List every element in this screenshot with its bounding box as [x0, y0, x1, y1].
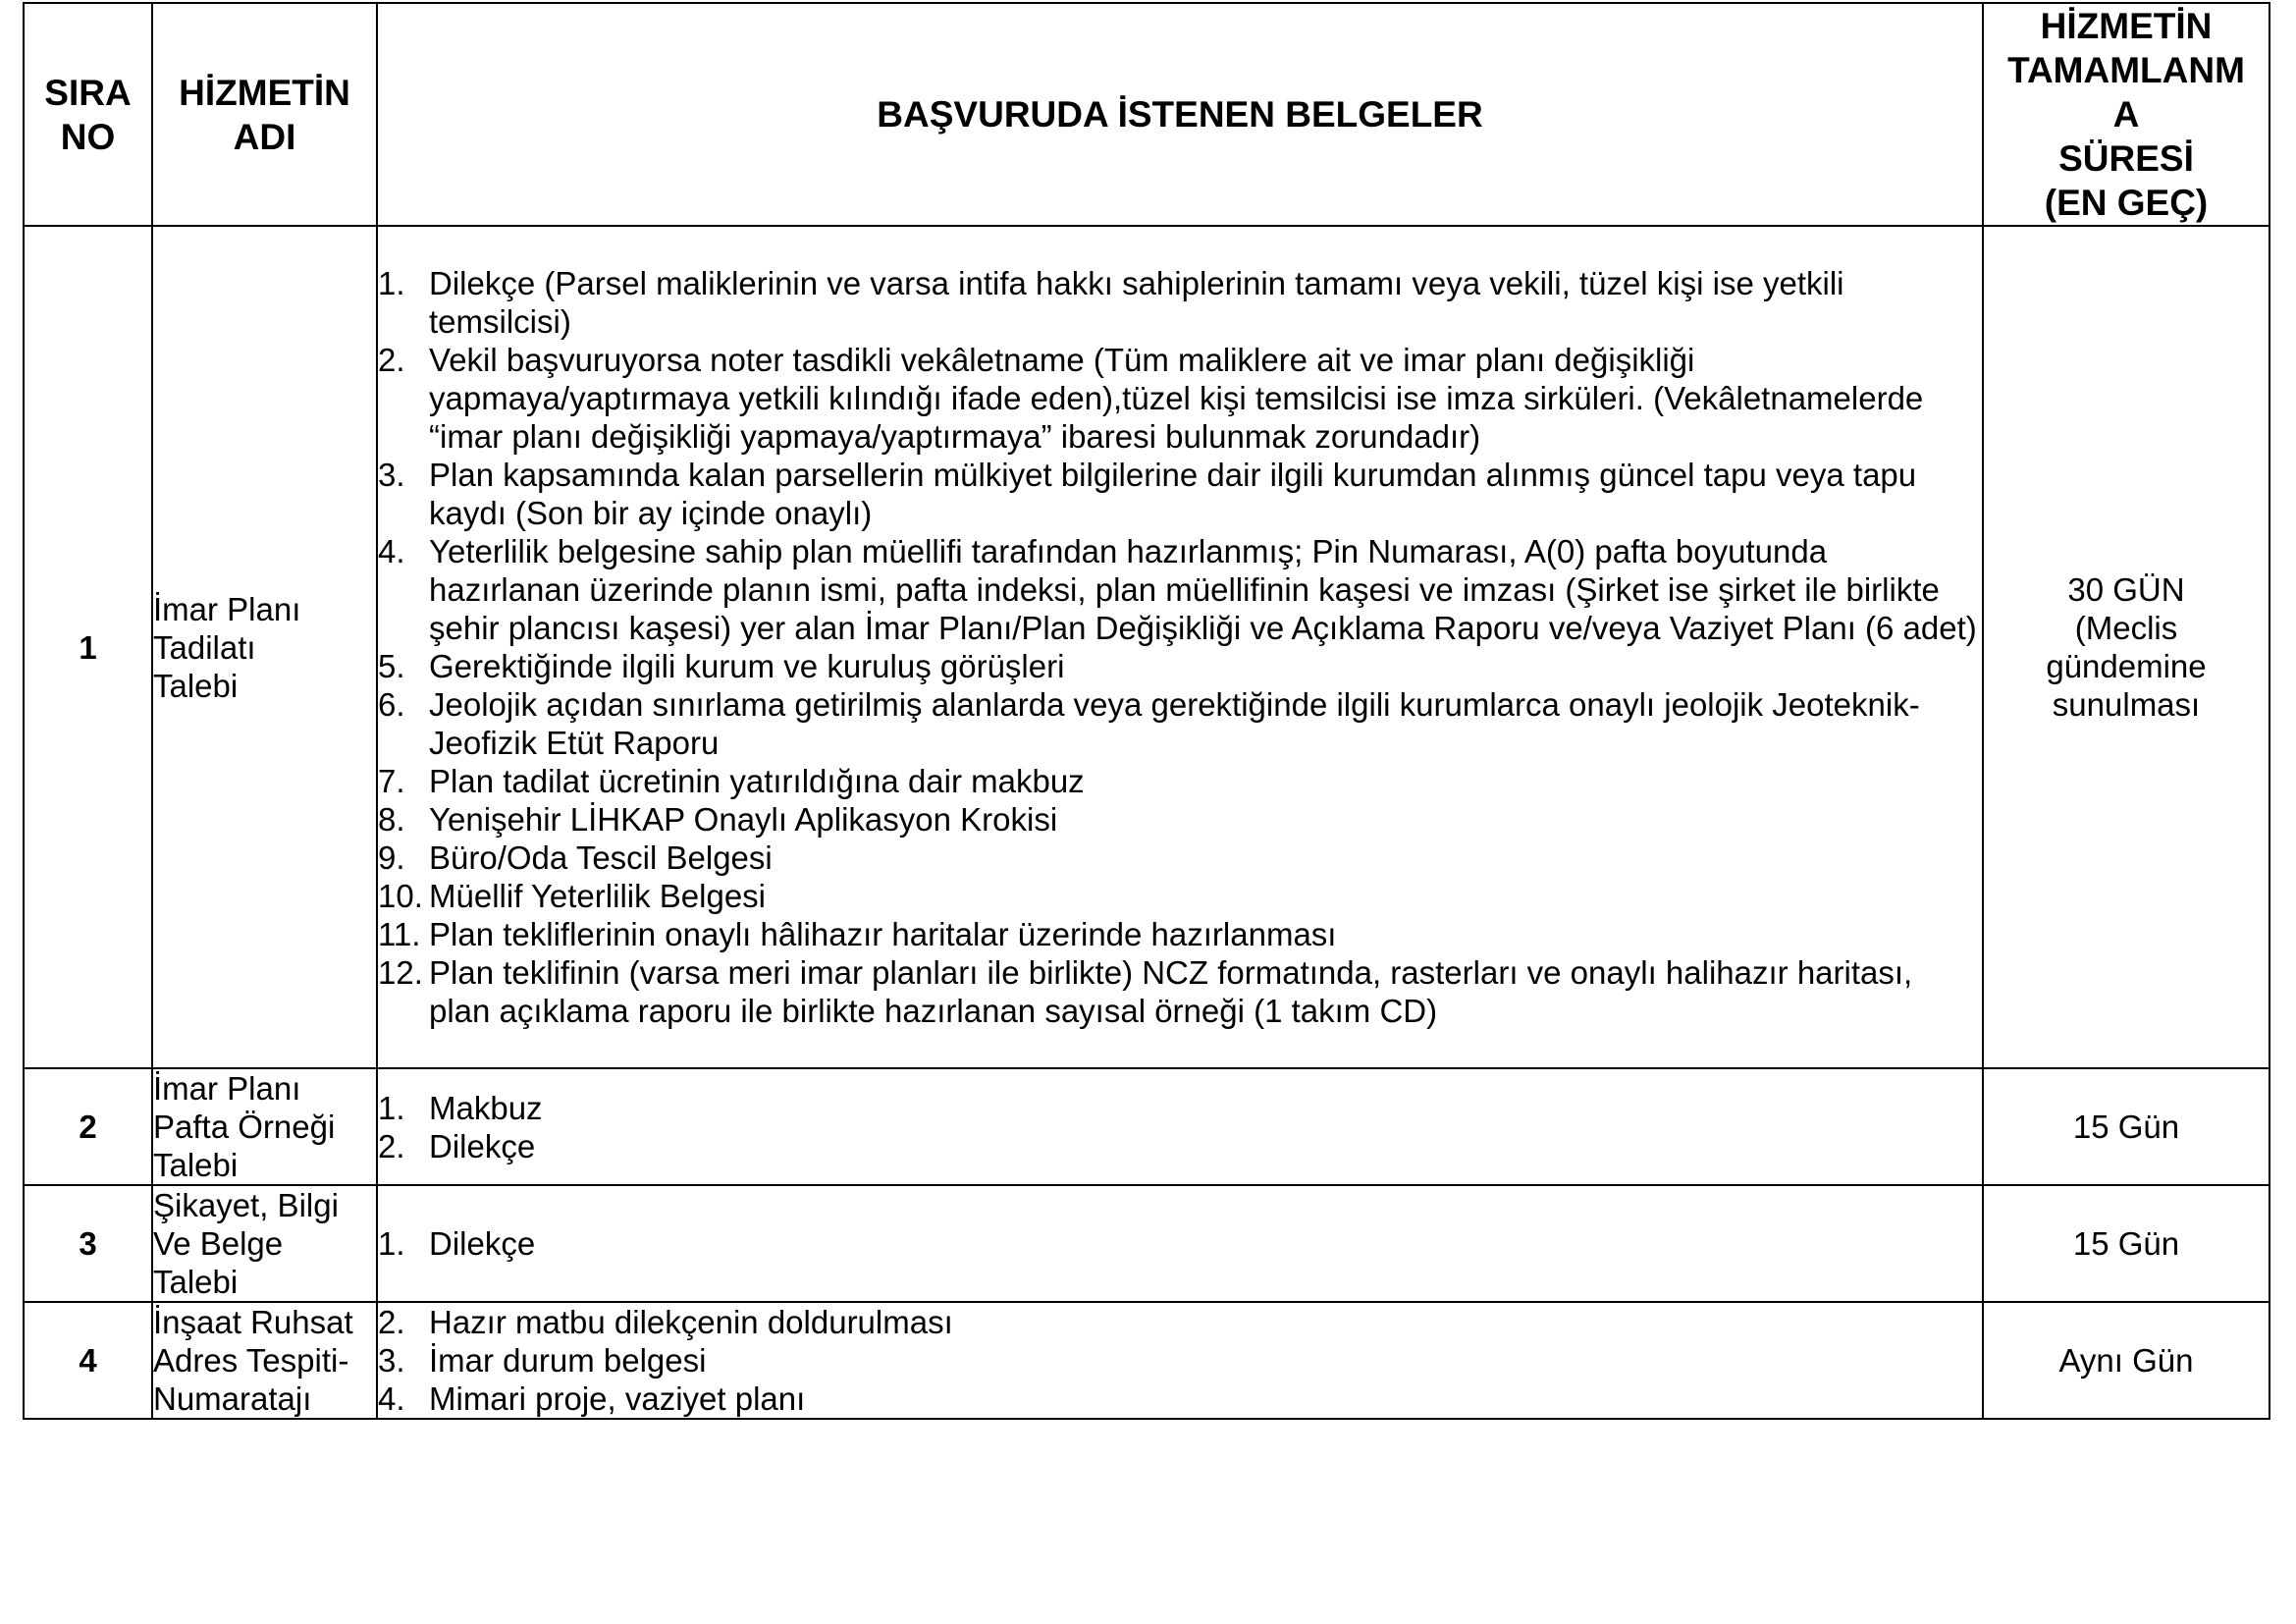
item-text: İmar durum belgesi: [429, 1342, 707, 1379]
list-item: [378, 915, 1982, 953]
table-row: [24, 226, 2269, 1068]
item-text: Dilekçe: [429, 1127, 536, 1164]
list-item: [378, 532, 1982, 647]
completion-time: 30 GÜN (Meclis gündemine sunulması: [1983, 226, 2269, 1068]
list-item: [378, 800, 1982, 839]
item-number: 5.: [378, 648, 405, 684]
service-name: Şikayet, Bilgi Ve Belge Talebi: [152, 1185, 377, 1302]
list-item: [378, 1303, 1982, 1341]
list-item: [378, 839, 1982, 877]
completion-time: 15 Gün: [1983, 1068, 2269, 1185]
item-number: 6.: [378, 686, 405, 723]
item-text: Plan kapsamında kalan parsellerin mülkiyet bilgilerine dair ilgili kurumdan alınmış güncel tapu veya tapu kaydı (Son bir ay içinde onaylı): [429, 457, 1917, 531]
item-text: Plan teklifinin (varsa meri imar planları ile birlikte) NCZ formatında, rasterları ve onaylı halihazır haritası, plan açıklama raporu ile birlikte hazırlanan sayısal örneği (1 takım CD): [429, 954, 1913, 1029]
item-text: Mimari proje, vaziyet planı: [429, 1380, 806, 1417]
item-number: 2.: [378, 342, 405, 378]
item-number: 1.: [378, 1089, 405, 1126]
list-item: [378, 1127, 1982, 1165]
row-number: 3: [24, 1185, 152, 1302]
item-text: Gerektiğinde ilgili kurum ve kuruluş görüşleri: [429, 648, 1065, 684]
document-list: [378, 1089, 1982, 1165]
row-number: 4: [24, 1302, 152, 1419]
item-number: 2.: [378, 1127, 405, 1164]
header-tamamlanma-suresi: HİZMETİN TAMAMLANM A SÜRESİ (EN GEÇ): [1983, 3, 2269, 226]
list-item: [378, 1341, 1982, 1380]
item-text: Dilekçe (Parsel maliklerinin ve varsa intifa hakkı sahiplerinin tamamı veya vekili, tüzel kişi ise yetkili temsilcisi): [429, 265, 1844, 340]
list-item: [378, 877, 1982, 915]
item-text: Jeolojik açıdan sınırlama getirilmiş alanlarda veya gerektiğinde ilgili kurumlarca onaylı jeolojik Jeoteknik-Jeofizik Etüt Raporu: [429, 686, 1920, 761]
header-sira-no: SIRA NO: [24, 3, 152, 226]
item-number: 1.: [378, 265, 405, 301]
document-list: [378, 264, 1982, 1030]
item-text: Müellif Yeterlilik Belgesi: [429, 878, 767, 914]
item-text: Büro/Oda Tescil Belgesi: [429, 839, 773, 876]
list-item: [378, 264, 1982, 341]
item-text: Yenişehir LİHKAP Onaylı Aplikasyon Krokisi: [429, 801, 1058, 838]
document-list-cell: [377, 226, 1983, 1068]
list-item: [378, 762, 1982, 800]
list-item: [378, 685, 1982, 762]
document-list-cell: [377, 1302, 1983, 1419]
item-number: 8.: [378, 801, 405, 838]
item-number: 4.: [378, 1380, 405, 1417]
document-list-cell: [377, 1185, 1983, 1302]
item-text: Makbuz: [429, 1089, 543, 1126]
document-list: [378, 1224, 1982, 1263]
item-number: 9.: [378, 839, 405, 876]
item-number: 12.: [378, 954, 423, 991]
table-row: [24, 1302, 2269, 1419]
item-number: 3.: [378, 457, 405, 493]
list-item: [378, 953, 1982, 1030]
completion-time: Aynı Gün: [1983, 1302, 2269, 1419]
completion-time: 15 Gün: [1983, 1185, 2269, 1302]
item-text: Yeterlilik belgesine sahip plan müellifi tarafından hazırlanmış; Pin Numarası, A(0) pafta boyutunda hazırlanan üzerinde planın ismi, pafta indeksi, plan müellifinin kaşesi ve imzası (Şirket ise şirket ile birlikte şehir plancısı kaşesi) yer alan İmar Planı/Plan Değişikliği ve Açıklama Raporu ve/veya Vaziyet Planı (6 adet): [429, 533, 1977, 646]
item-number: 2.: [378, 1304, 405, 1340]
service-name: İmar Planı Tadilatı Talebi: [152, 226, 377, 1068]
list-item: [378, 1380, 1982, 1418]
table-row: [24, 1185, 2269, 1302]
row-number: 1: [24, 226, 152, 1068]
service-name: İmar Planı Pafta Örneği Talebi: [152, 1068, 377, 1185]
service-name: İnşaat Ruhsat Adres Tespiti- Numaratajı: [152, 1302, 377, 1419]
row-number: 2: [24, 1068, 152, 1185]
item-number: 11.: [378, 916, 421, 952]
list-item: [378, 456, 1982, 532]
list-item: [378, 1089, 1982, 1127]
item-number: 4.: [378, 533, 405, 569]
item-number: 10.: [378, 878, 423, 914]
item-number: 7.: [378, 763, 405, 799]
item-number: 1.: [378, 1225, 405, 1262]
item-text: Plan tadilat ücretinin yatırıldığına dair makbuz: [429, 763, 1085, 799]
list-item: [378, 647, 1982, 685]
services-table: [23, 2, 2270, 1420]
item-text: Hazır matbu dilekçenin doldurulması: [429, 1304, 953, 1340]
item-number: 3.: [378, 1342, 405, 1379]
table-row: [24, 1068, 2269, 1185]
header-basvuru-belgeler: BAŞVURUDA İSTENEN BELGELER: [377, 3, 1983, 226]
item-text: Dilekçe: [429, 1225, 536, 1262]
document-list: [378, 1303, 1982, 1418]
item-text: Plan tekliflerinin onaylı hâlihazır haritalar üzerinde hazırlanması: [429, 916, 1337, 952]
header-row: [24, 3, 2269, 226]
header-hizmet-adi: HİZMETİN ADI: [152, 3, 377, 226]
list-item: [378, 341, 1982, 456]
list-item: [378, 1224, 1982, 1263]
document-list-cell: [377, 1068, 1983, 1185]
item-text: Vekil başvuruyorsa noter tasdikli vekâletname (Tüm maliklere ait ve imar planı değişikliği yapmaya/yaptırmaya yetkili kılındığı ifade eden),tüzel kişi temsilcisi ise imza sirküleri. (Vekâletnamelerde “imar planı değişikliği yapmaya/yaptırmaya” ibaresi bulunmak zorundadır): [429, 342, 1924, 455]
